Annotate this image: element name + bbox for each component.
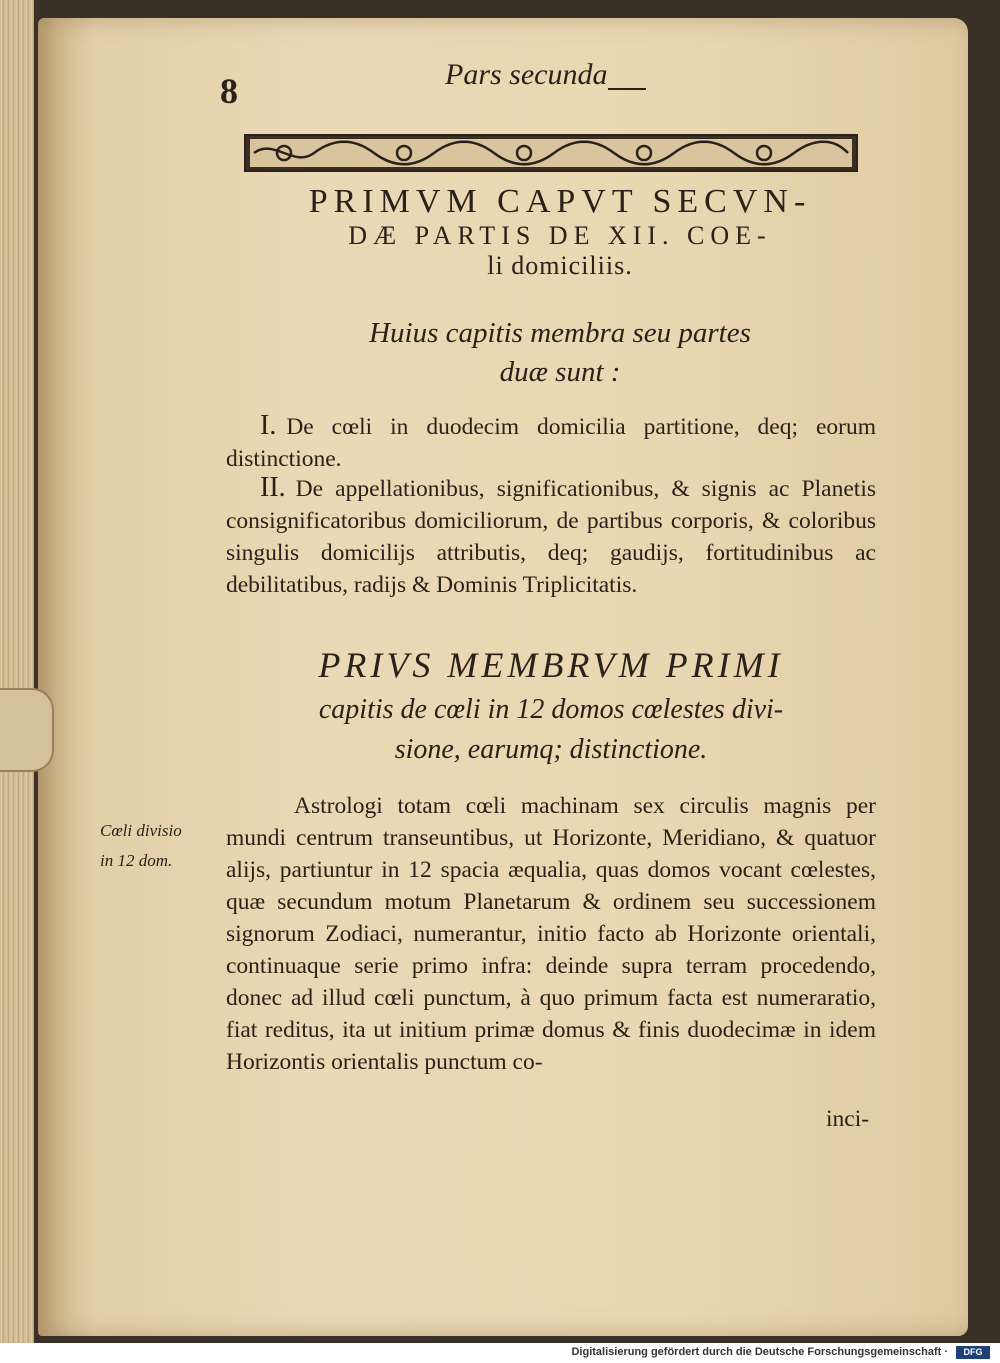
margin-note <box>100 816 210 876</box>
title-line-3: li domiciliis. <box>487 250 633 280</box>
running-head-rule <box>608 88 646 90</box>
section-heading <box>226 640 876 769</box>
dfg-logo: DFG <box>956 1346 990 1359</box>
list-item <box>226 410 876 475</box>
margin-note-line-1: Cœli divisio <box>100 821 182 840</box>
funding-credit: Digitalisierung gefördert durch die Deutsche Forschungsgemeinschaft · <box>571 1346 948 1358</box>
title-line-1: PRIMVM CAPVT SECVN- <box>308 183 812 220</box>
book-clasp <box>0 688 54 772</box>
body-paragraph <box>226 790 876 1078</box>
section-heading-line-2: capitis de cœli in 12 domos cœlestes divi- <box>318 694 784 726</box>
paragraph-text: Astrologi totam cœli machinam sex circulis magnis per mundi centrum transeuntibus, ut Horizonte, Meridiano, & quatuor alijs, partiuntur in 12 spacia æqualia, quas domos vocant cœlestes, quæ secundum motum Planetarum & ordinem seu successionem signorum Zodiaci, numerantur, initio facto ab Horizonte orientali, continuaque serie primo infra: deinde supra terram procedendo, donec ad illud cœli punctum, à quo primum facta est numeraratio, fiat reditus, ita ut initium primæ domus & finis duodecimæ in idem Horizontis orientalis punctum co- <box>226 793 876 1075</box>
digitization-footer <box>0 1343 1000 1363</box>
item-text: De cœli in duodecim domicilia partitione, deq; eorum distinctione. <box>226 414 876 472</box>
catchword: inci- <box>826 1106 870 1132</box>
section-heading-line-3: sione, earumq; distinctione. <box>394 733 708 765</box>
decorative-band-icon <box>244 134 858 172</box>
item-text: De appellationibus, significationibus, & signis ac Planetis consignificatoribus domiciliorum, de partibus corporis, & coloribus singulis domicilijs attributis, deq; gaudijs, fortitudinibus ac debilitatibus, radijs & Dominis Triplicitatis. <box>226 476 876 598</box>
page-number: 8 <box>220 71 238 111</box>
subtitle-line-1: Huius capitis membra seu partes <box>369 317 751 349</box>
item-numeral: II. <box>260 472 286 503</box>
running-head: Pars secunda <box>445 58 608 91</box>
margin-note-line-2: in 12 dom. <box>100 851 173 870</box>
chapter-subtitle <box>300 314 820 392</box>
list-item <box>226 472 876 601</box>
subtitle-line-2: duæ sunt : <box>499 356 621 389</box>
section-heading-line-1: PRIVS MEMBRVM PRIMI <box>318 645 784 685</box>
title-line-2: DÆ PARTIS DE XII. COE- <box>348 221 772 251</box>
chapter-title <box>250 182 870 281</box>
item-numeral: I. <box>260 410 277 441</box>
page-edges <box>0 0 34 1343</box>
